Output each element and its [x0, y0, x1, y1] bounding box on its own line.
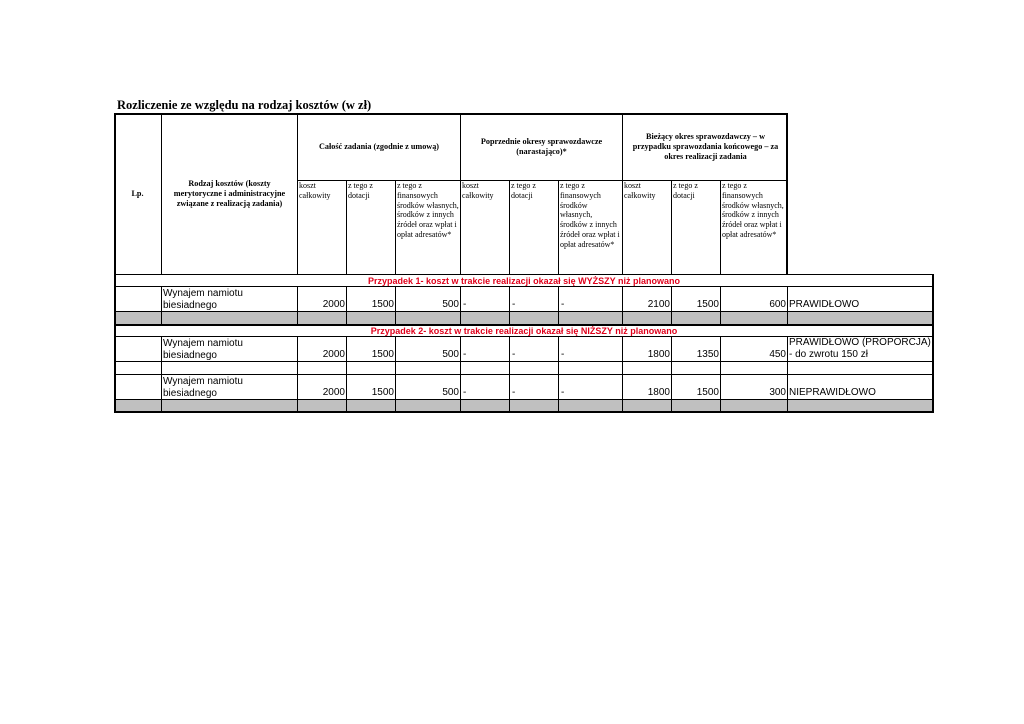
row-value-cell: 1500	[347, 375, 396, 400]
row-value-cell: 2100	[623, 287, 672, 312]
row-value-cell: 2000	[298, 337, 347, 362]
column-rule	[671, 362, 672, 375]
row-value-cell: 1800	[623, 375, 672, 400]
header-subcolumn: z tego z finansowych środków własnych, środków z innych źródeł oraz wpłat i opłat adresatów*	[721, 181, 788, 274]
row-value-cell: -	[559, 375, 623, 400]
header-subcolumn: koszt całkowity	[298, 181, 347, 274]
row-status-label: - do zwrotu 150 zł	[789, 349, 868, 360]
empty-row	[114, 362, 934, 375]
header-subcolumn: z tego z finansowych środków własnych, środków z innych źródeł oraz wpłat i opłat adresatów*	[396, 181, 461, 274]
column-rule	[671, 312, 672, 325]
row-value-cell: 600	[721, 287, 788, 312]
column-rule	[297, 362, 298, 375]
row-status-label: PRAWIDŁOWO (PROPORCJA)	[789, 337, 931, 348]
row-lp-cell	[114, 337, 162, 362]
row-value-cell: -	[559, 337, 623, 362]
column-rule	[395, 312, 396, 325]
row-value-cell: 1350	[672, 337, 721, 362]
column-rule	[161, 312, 162, 325]
row-value-cell: 2000	[298, 375, 347, 400]
header-group: Całość zadania (zgodnie z umową)	[298, 113, 461, 181]
row-value-cell: 300	[721, 375, 788, 400]
column-rule	[509, 362, 510, 375]
row-value-cell: 1800	[623, 337, 672, 362]
row-value-cell: 450	[721, 337, 788, 362]
row-value-cell: 1500	[672, 287, 721, 312]
row-value-cell: 500	[396, 375, 461, 400]
column-rule	[720, 362, 721, 375]
row-value-cell: 500	[396, 287, 461, 312]
table-bottom-edge	[114, 411, 934, 413]
column-rule	[558, 312, 559, 325]
column-rule	[161, 362, 162, 375]
row-value-cell: -	[461, 287, 510, 312]
document-title: Rozliczenie ze względu na rodzaj kosztów (w zł)	[117, 98, 372, 112]
header-subcolumn: koszt całkowity	[461, 181, 510, 274]
column-rule	[622, 312, 623, 325]
row-value-cell: -	[461, 337, 510, 362]
header-lp: Lp.	[114, 113, 162, 274]
row-lp-cell	[114, 287, 162, 312]
case-band: Przypadek 1- koszt w trakcie realizacji okazał się WYŻSZY niż planowano	[114, 274, 934, 287]
row-value-cell: 2000	[298, 287, 347, 312]
row-status-label: PRAWIDŁOWO	[789, 299, 860, 310]
header-group: Poprzednie okresy sprawozdawcze (narastająco)*	[461, 113, 623, 181]
header-subcolumn: z tego z dotacji	[510, 181, 559, 274]
row-value-cell: -	[510, 375, 559, 400]
row-lp-cell	[114, 375, 162, 400]
row-value-cell: -	[510, 287, 559, 312]
row-value-cell: -	[461, 375, 510, 400]
header-subcolumn: z tego z dotacji	[347, 181, 396, 274]
column-rule	[460, 312, 461, 325]
row-value-cell: -	[559, 287, 623, 312]
column-rule	[622, 362, 623, 375]
column-rule	[720, 312, 721, 325]
row-value-cell: 500	[396, 337, 461, 362]
row-value-cell: 1500	[347, 287, 396, 312]
header-subcolumn: z tego z finansowych środków własnych, środków z innych źródeł oraz wpłat i opłat adresatów*	[559, 181, 623, 274]
column-rule	[297, 312, 298, 325]
column-rule	[509, 312, 510, 325]
grey-separator-row	[114, 312, 934, 325]
header-group: Bieżący okres sprawozdawczy – w przypadku sprawozdania końcowego – za okres realizacji zadania	[623, 113, 788, 181]
row-status-label: NIEPRAWIDŁOWO	[789, 387, 876, 398]
column-rule	[460, 362, 461, 375]
column-rule	[346, 362, 347, 375]
row-cost-name: Wynajem namiotu biesiadnego	[162, 375, 298, 400]
case-band: Przypadek 2- koszt w trakcie realizacji okazał się NIŻSZY niż planowano	[114, 325, 934, 337]
row-value-cell: -	[510, 337, 559, 362]
header-subcolumn: z tego z dotacji	[672, 181, 721, 274]
row-value-cell: 1500	[672, 375, 721, 400]
column-rule	[787, 312, 788, 325]
column-rule	[787, 362, 788, 375]
row-value-cell: 1500	[347, 337, 396, 362]
column-rule	[395, 362, 396, 375]
row-cost-name: Wynajem namiotu biesiadnego	[162, 337, 298, 362]
column-rule	[558, 362, 559, 375]
row-cost-name: Wynajem namiotu biesiadnego	[162, 287, 298, 312]
column-rule	[346, 312, 347, 325]
header-subcolumn: koszt całkowity	[623, 181, 672, 274]
header-cost-type: Rodzaj kosztów (koszty merytoryczne i administracyjne związane z realizacją zadania)	[162, 113, 298, 274]
